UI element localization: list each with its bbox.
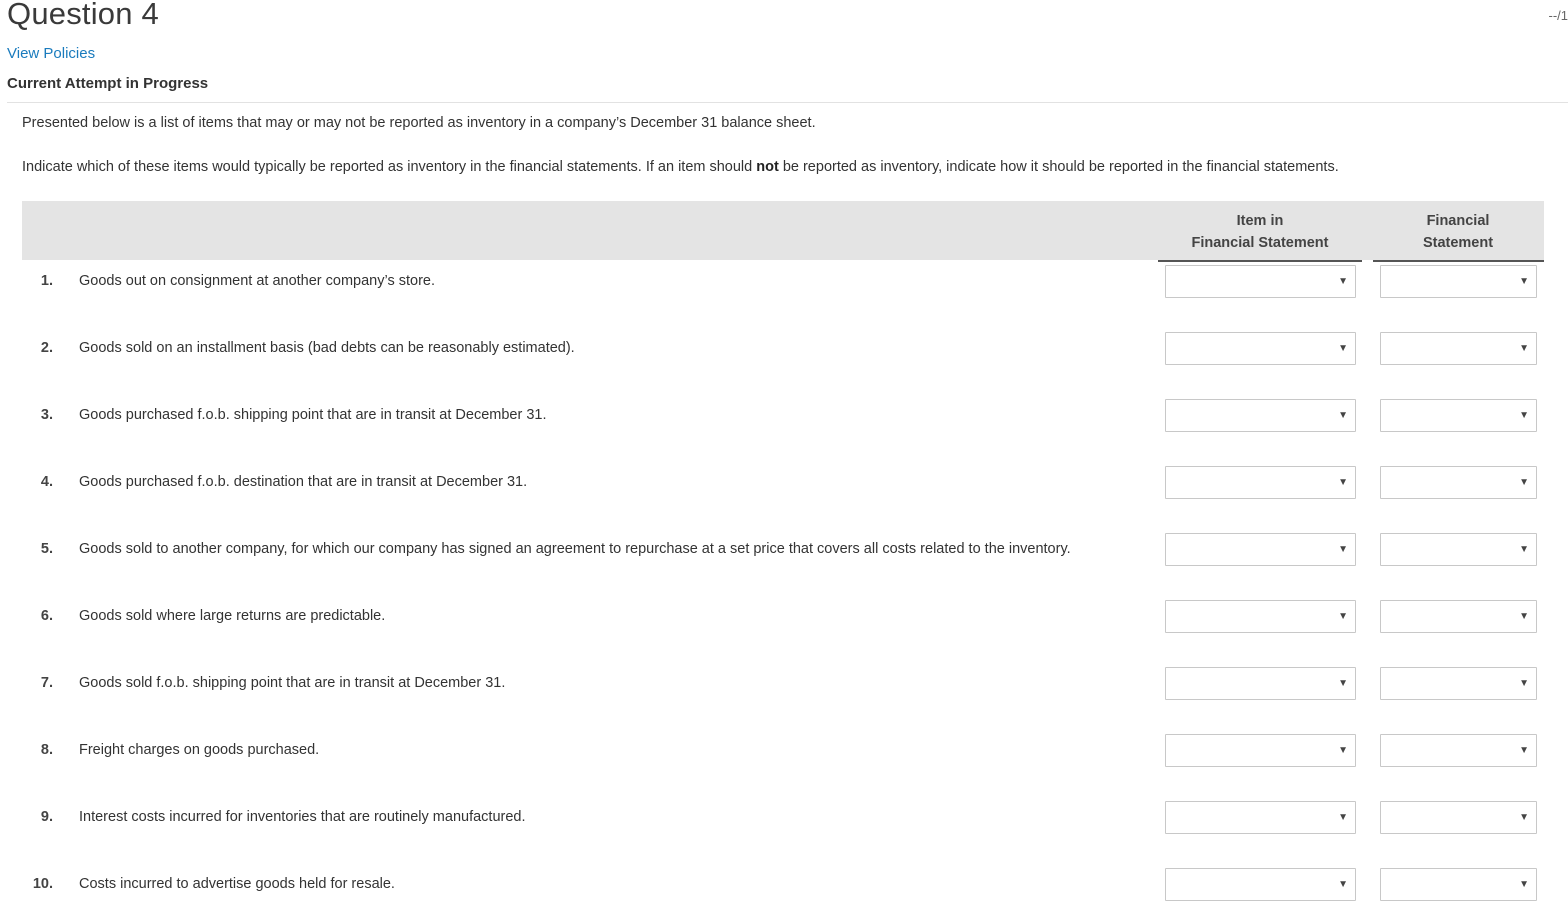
financial-statement-dropdown[interactable] xyxy=(1380,734,1537,767)
caret-down-icon: ▼ xyxy=(1338,544,1348,555)
financial-statement-dropdown[interactable] xyxy=(1380,265,1537,298)
item-in-statement-dropdown[interactable] xyxy=(1165,265,1356,298)
caret-down-icon: ▼ xyxy=(1338,745,1348,756)
caret-down-icon: ▼ xyxy=(1519,745,1529,756)
table-row xyxy=(22,600,1544,634)
item-in-statement-dropdown[interactable] xyxy=(1165,466,1356,499)
caret-down-icon: ▼ xyxy=(1519,678,1529,689)
financial-statement-dropdown[interactable] xyxy=(1380,533,1537,566)
caret-down-icon: ▼ xyxy=(1338,343,1348,354)
caret-down-icon: ▼ xyxy=(1338,410,1348,421)
table-row xyxy=(22,332,1544,366)
row-number: 1. xyxy=(40,273,53,289)
financial-statement-dropdown[interactable] xyxy=(1380,801,1537,834)
row-item-text: Goods sold on an installment basis (bad debts can be reasonably estimated). xyxy=(79,340,575,356)
caret-down-icon: ▼ xyxy=(1338,879,1348,890)
row-item-text: Goods purchased f.o.b. shipping point that are in transit at December 31. xyxy=(79,407,547,423)
column-header-statement-line1: Financial xyxy=(1426,213,1490,229)
row-item-text: Interest costs incurred for inventories that are routinely manufactured. xyxy=(79,809,526,825)
row-item-text: Goods sold where large returns are predictable. xyxy=(79,608,386,624)
table-row xyxy=(22,801,1544,835)
header-divider xyxy=(7,102,1568,103)
item-in-statement-dropdown[interactable] xyxy=(1165,533,1356,566)
row-item-text: Goods out on consignment at another company’s store. xyxy=(79,273,436,289)
caret-down-icon: ▼ xyxy=(1338,611,1348,622)
table-row xyxy=(22,533,1544,567)
table-row xyxy=(22,734,1544,768)
row-number: 6. xyxy=(40,608,53,624)
column-underline-statement xyxy=(1373,260,1544,262)
caret-down-icon: ▼ xyxy=(1519,879,1529,890)
table-row xyxy=(22,265,1544,299)
financial-statement-dropdown[interactable] xyxy=(1380,399,1537,432)
table-row xyxy=(22,399,1544,433)
table-row xyxy=(22,667,1544,701)
question-instruction xyxy=(22,159,1552,175)
row-number: 3. xyxy=(40,407,53,423)
row-number: 9. xyxy=(40,809,53,825)
financial-statement-dropdown[interactable] xyxy=(1380,332,1537,365)
financial-statement-dropdown[interactable] xyxy=(1380,600,1537,633)
row-number: 4. xyxy=(40,474,53,490)
caret-down-icon: ▼ xyxy=(1338,812,1348,823)
row-item-text: Goods sold to another company, for which our company has signed an agreement to repurchase at a set price that covers all costs related to the inventory. xyxy=(79,541,1071,557)
caret-down-icon: ▼ xyxy=(1519,812,1529,823)
instruction-part-1: Indicate which of these items would typically be reported as inventory in the financial statements. If an item should xyxy=(22,159,757,175)
row-number: 10. xyxy=(32,876,53,892)
question-title: Question 4 xyxy=(7,0,159,31)
row-number: 7. xyxy=(40,675,53,691)
row-item-text: Goods purchased f.o.b. destination that are in transit at December 31. xyxy=(79,474,528,490)
item-in-statement-dropdown[interactable] xyxy=(1165,868,1356,901)
financial-statement-dropdown[interactable] xyxy=(1380,667,1537,700)
question-score: --/1 xyxy=(1548,8,1568,23)
caret-down-icon: ▼ xyxy=(1338,276,1348,287)
column-header-item-line1: Item in xyxy=(1236,213,1284,229)
row-number: 5. xyxy=(40,541,53,557)
item-in-statement-dropdown[interactable] xyxy=(1165,600,1356,633)
table-row xyxy=(22,466,1544,500)
caret-down-icon: ▼ xyxy=(1519,611,1529,622)
column-header-item xyxy=(1158,210,1362,254)
row-number: 2. xyxy=(40,340,53,356)
financial-statement-dropdown[interactable] xyxy=(1380,466,1537,499)
financial-statement-dropdown[interactable] xyxy=(1380,868,1537,901)
caret-down-icon: ▼ xyxy=(1519,276,1529,287)
caret-down-icon: ▼ xyxy=(1519,343,1529,354)
question-intro: Presented below is a list of items that may or may not be reported as inventory in a company’s December 31 balance sheet. xyxy=(22,115,816,131)
caret-down-icon: ▼ xyxy=(1338,477,1348,488)
row-item-text: Freight charges on goods purchased. xyxy=(79,742,320,758)
item-in-statement-dropdown[interactable] xyxy=(1165,399,1356,432)
row-item-text: Costs incurred to advertise goods held for resale. xyxy=(79,876,395,892)
column-header-statement xyxy=(1374,210,1542,254)
instruction-bold: not xyxy=(756,159,779,175)
table-header xyxy=(22,201,1544,260)
attempt-status: Current Attempt in Progress xyxy=(7,75,209,92)
item-in-statement-dropdown[interactable] xyxy=(1165,667,1356,700)
row-number: 8. xyxy=(40,742,53,758)
caret-down-icon: ▼ xyxy=(1338,678,1348,689)
table-row xyxy=(22,868,1544,902)
item-in-statement-dropdown[interactable] xyxy=(1165,801,1356,834)
caret-down-icon: ▼ xyxy=(1519,544,1529,555)
item-in-statement-dropdown[interactable] xyxy=(1165,734,1356,767)
column-header-item-line2: Financial Statement xyxy=(1191,235,1329,251)
item-in-statement-dropdown[interactable] xyxy=(1165,332,1356,365)
caret-down-icon: ▼ xyxy=(1519,410,1529,421)
row-item-text: Goods sold f.o.b. shipping point that are in transit at December 31. xyxy=(79,675,506,691)
column-header-statement-line2: Statement xyxy=(1422,235,1494,251)
view-policies-link[interactable]: View Policies xyxy=(7,45,96,62)
instruction-part-2: be reported as inventory, indicate how it should be reported in the financial statements. xyxy=(778,159,1339,175)
column-underline-item xyxy=(1158,260,1362,262)
caret-down-icon: ▼ xyxy=(1519,477,1529,488)
